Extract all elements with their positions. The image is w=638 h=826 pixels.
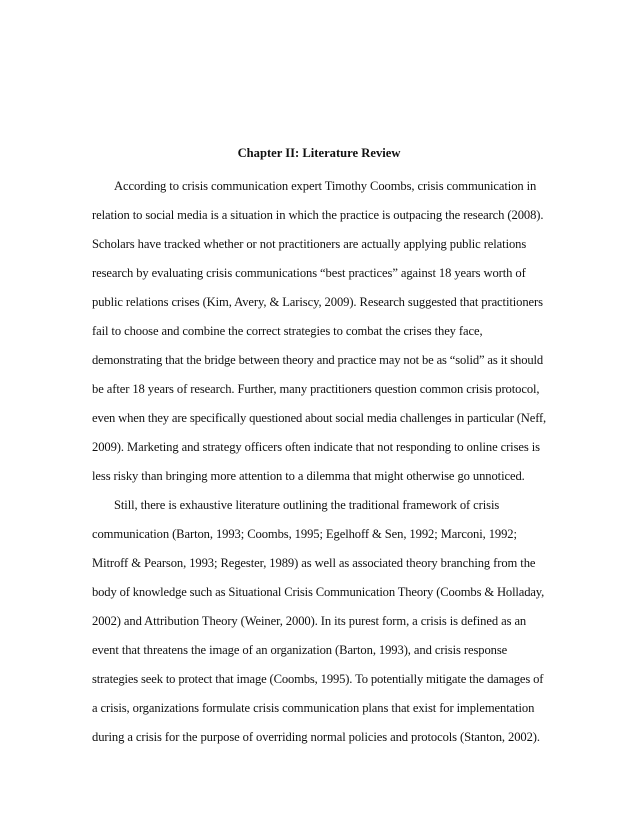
paragraph-1-line-4: research by evaluating crisis communications “best practices” against 18 years worth of xyxy=(92,266,526,280)
paragraph-2-line-6: event that threatens the image of an organization (Barton, 1993), and crisis response xyxy=(92,643,508,657)
paragraph-1-line-1: According to crisis communication expert Timothy Coombs, crisis communication in xyxy=(114,179,537,193)
paragraph-2-line-3: Mitroff & Pearson, 1993; Regester, 1989) as well as associated theory branching from the xyxy=(92,556,536,570)
paragraph-1-line-9: even when they are specifically questioned about social media challenges in particular (Neff, xyxy=(92,411,547,425)
paragraph-1-line-6: fail to choose and combine the correct strategies to combat the crises they face, xyxy=(92,324,483,338)
paragraph-1-line-3: Scholars have tracked whether or not practitioners are actually applying public relations xyxy=(92,237,527,251)
paragraph-2-line-4: body of knowledge such as Situational Crisis Communication Theory (Coombs & Holladay, xyxy=(92,585,545,599)
paragraph-2-line-5: 2002) and Attribution Theory (Weiner, 2000). In its purest form, a crisis is defined as an xyxy=(92,614,527,628)
paragraph-2-line-1: Still, there is exhaustive literature outlining the traditional framework of crisis xyxy=(114,498,500,512)
paragraph-1-line-11: less risky than bringing more attention to a dilemma that might otherwise go unnoticed. xyxy=(92,469,525,483)
paragraph-1-line-7: demonstrating that the bridge between theory and practice may not be as “solid” as it should xyxy=(92,353,543,367)
chapter-title: Chapter II: Literature Review xyxy=(237,146,401,160)
paragraph-2-line-8: a crisis, organizations formulate crisis communication plans that exist for implementation xyxy=(92,701,535,715)
paragraph-2-line-2: communication (Barton, 1993; Coombs, 1995; Egelhoff & Sen, 1992; Marconi, 1992; xyxy=(92,527,517,541)
paragraph-1-line-2: relation to social media is a situation in which the practice is outpacing the research (2008). xyxy=(92,208,544,222)
paragraph-1-line-8: be after 18 years of research. Further, many practitioners question common crisis protocol, xyxy=(92,382,540,396)
paragraph-1-line-10: 2009). Marketing and strategy officers often indicate that not responding to online crises is xyxy=(92,440,540,454)
paragraph-1-line-5: public relations crises (Kim, Avery, & Lariscy, 2009). Research suggested that practitioners xyxy=(92,295,543,309)
paragraph-2-line-9: during a crisis for the purpose of overriding normal policies and protocols (Stanton, 2002). xyxy=(92,730,540,744)
paragraph-2-line-7: strategies seek to protect that image (Coombs, 1995). To potentially mitigate the damages of xyxy=(92,672,544,686)
